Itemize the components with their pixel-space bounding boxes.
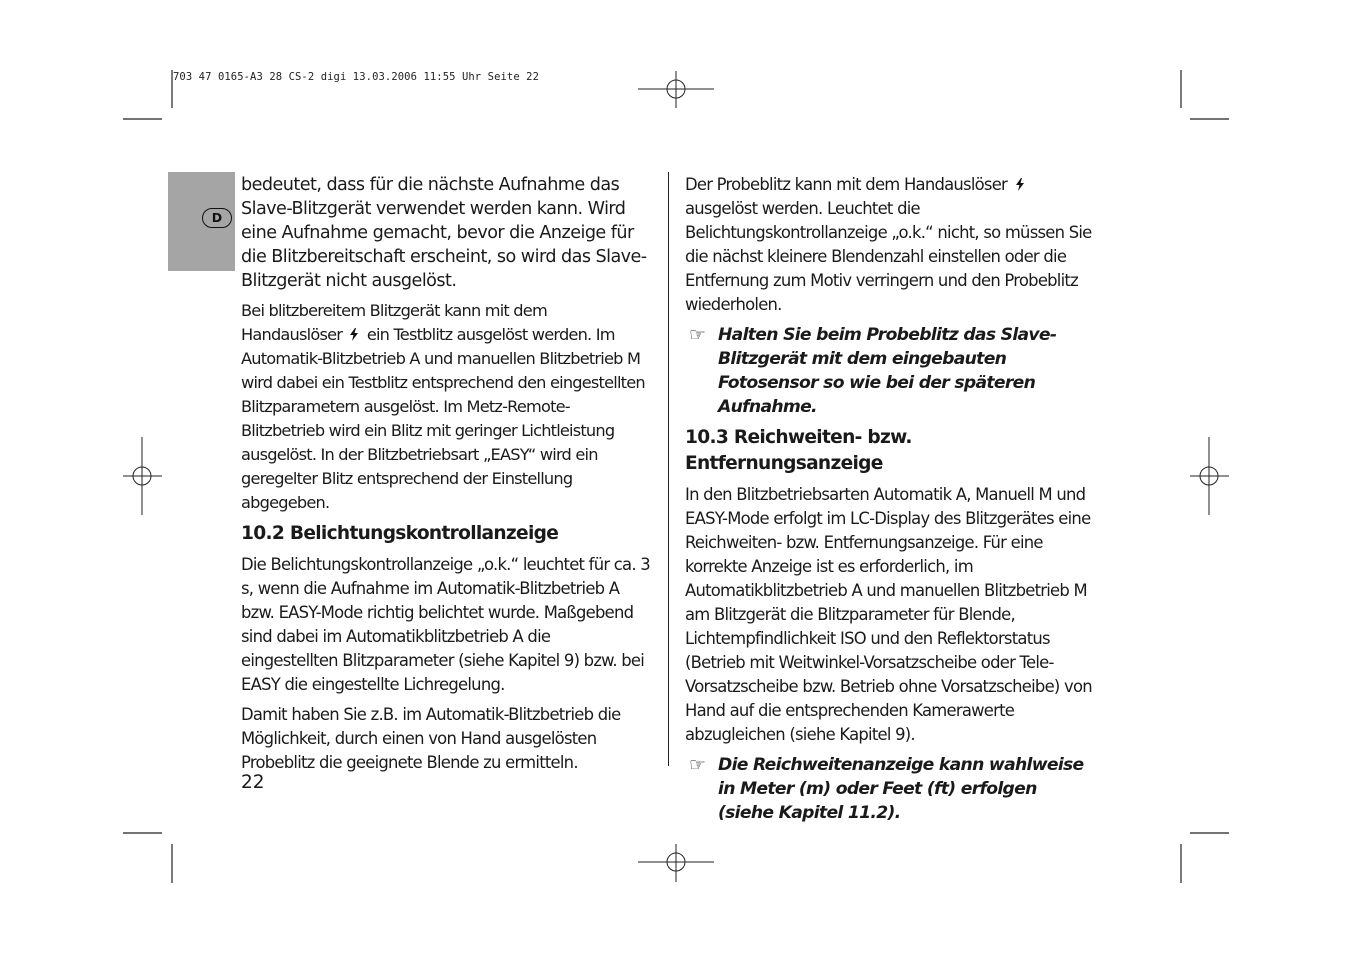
paragraph: bedeutet, dass für die nächste Aufnahme das Slave-Blitzgerät verwendet werden kann. Wird eine Aufnahme gemacht, bevor die Anzeige für die Blitzbereitschaft erscheint, so wird das Slave-Blitzgerät nicht ausgelöst. [241, 175, 647, 291]
paragraph: Damit haben Sie z.B. im Automatik-Blitzbetrieb die Möglichkeit, durch einen von Hand ausgelösten Probeblitz die geeignete Blende zu ermitteln. [241, 705, 621, 772]
paragraph: Der Probeblitz kann mit dem Handauslöser ausgelöst werden. Leuchtet die Belichtungskontrollanzeige „o.k.“ nicht, so müssen Sie die nächst kleinere Blendenzahl einstellen oder die Entfernung zum Motiv verringern und den Probeblitz wiederholen. [685, 175, 1092, 314]
note [685, 753, 1097, 825]
language-badge: D [202, 208, 232, 228]
section-heading: 10.3 Reichweiten- bzw. Entfernungsanzeige [685, 427, 912, 474]
note [685, 323, 1097, 419]
paragraph: In den Blitzbetriebsarten Automatik A, Manuell M und EASY-Mode erfolgt im LC-Display des Blitzgerätes eine Reichweiten- bzw. Entfernungsanzeige. Für eine korrekte Anzeige ist es erforderlich, im Automatikblitzbetrieb A und manuellen Blitzbetrieb M am Blitzgerät die Blitzparameter für Blende, Lichtempfindlichkeit ISO und den Reflektorstatus (Betrieb mit Weitwinkel-Vorsatzscheibe oder Tele-Vorsatzscheibe bzw. Betrieb ohne Vorsatzscheibe) von Hand auf die entsprechenden Kamerawerte abzugleichen (siehe Kapitel 9). [685, 485, 1092, 744]
print-slug: 703 47 0165-A3 28 CS-2 digi 13.03.2006 11:55 Uhr Seite 22 [173, 71, 540, 83]
pointing-hand-icon: ☞ [689, 754, 706, 776]
left-column [241, 173, 651, 775]
right-column [685, 173, 1097, 825]
lightning-bolt-icon [349, 328, 359, 341]
page-number: 22 [241, 772, 265, 793]
section-heading: 10.2 Belichtungskontrollanzeige [241, 523, 559, 544]
paragraph: Bei blitzbereitem Blitzgerät kann mit dem Handauslöser ein Testblitz ausgelöst werden. Im Automatik-Blitzbetrieb A und manuellen Blitzbetrieb M wird dabei ein Testblitz entsprechend den eingestellten Blitzparametern ausgelöst. Im Metz-Remote-Blitzbetrieb wird ein Blitz mit geringer Lichtleistung ausgelöst. In der Blitzbetriebsart „EASY“ wird ein geregelter Blitz entsprechend der Einstellung abgegeben. [241, 301, 645, 512]
pointing-hand-icon: ☞ [689, 324, 706, 346]
note-text: Die Reichweitenanzeige kann wahlweise in Meter (m) oder Feet (ft) erfolgen (siehe Kapitel 11.2). [718, 755, 1084, 823]
lightning-bolt-icon [1015, 178, 1025, 191]
column-divider [668, 172, 669, 766]
paragraph: Die Belichtungskontrollanzeige „o.k.“ leuchtet für ca. 3 s, wenn die Aufnahme im Automatik-Blitzbetrieb A bzw. EASY-Mode richtig belichtet wurde. Maßgebend sind dabei im Automatikblitzbetrieb A die eingestellten Blitzparameter (siehe Kapitel 9) bzw. bei EASY die eingestellte Lichregelung. [241, 555, 650, 694]
note-text: Halten Sie beim Probeblitz das Slave-Blitzgerät mit dem eingebauten Fotosensor so wie bei der späteren Aufnahme. [718, 325, 1057, 417]
